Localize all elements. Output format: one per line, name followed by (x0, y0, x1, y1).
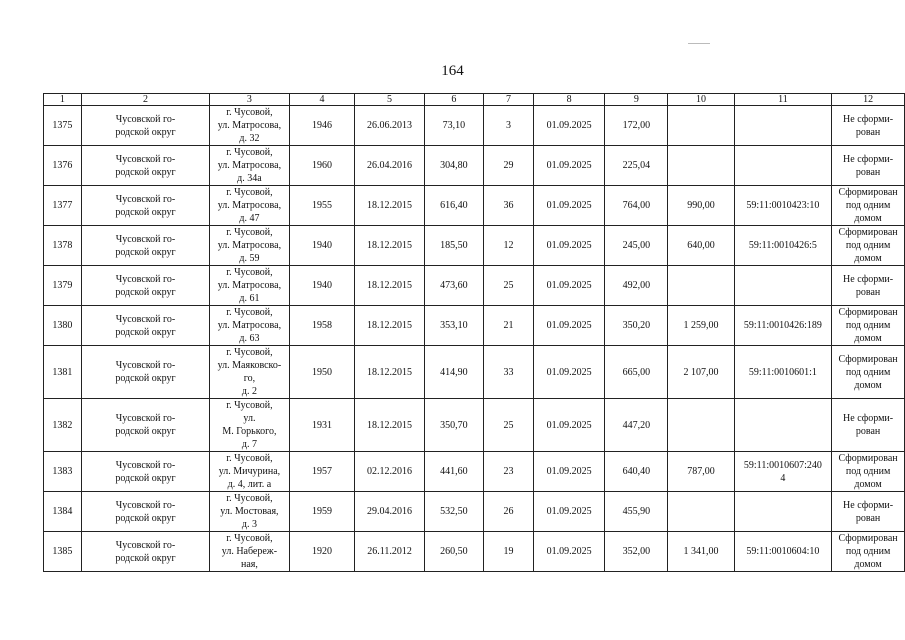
address-cell (210, 266, 289, 306)
address-cell-line: ул. Маяковско- (217, 360, 282, 371)
construction-year: 1959 (289, 492, 355, 532)
land-plot-status-line: Не сформи- (843, 113, 894, 125)
address-cell-line: д. 63 (239, 333, 260, 344)
deadline-date: 01.09.2025 (533, 106, 604, 146)
column-header-3: 3 (210, 94, 289, 106)
land-plot-status-line: Не сформи- (843, 499, 894, 511)
column-number-row (44, 94, 905, 106)
address-cell (210, 532, 289, 572)
column-9-value: 225,04 (605, 146, 668, 186)
address-cell-line: г. Чусовой, (226, 267, 273, 278)
land-plot-status-line: домом (854, 213, 882, 224)
municipality-cell-line: родской округ (115, 512, 176, 524)
municipality-cell-line: родской округ (115, 552, 176, 564)
deadline-date: 01.09.2025 (533, 186, 604, 226)
column-header-1: 1 (44, 94, 82, 106)
floor-area: 441,60 (424, 452, 483, 492)
address-cell-line: ул. Матросова, (217, 200, 282, 211)
municipality-cell-line: родской округ (115, 166, 176, 178)
page-number: 164 (441, 63, 464, 79)
land-plot-status-line: домом (854, 253, 882, 264)
floor-area: 350,70 (424, 399, 483, 452)
municipality-cell (81, 399, 210, 452)
cadastral-number (734, 146, 832, 186)
address-cell-line: д. 32 (239, 133, 260, 144)
deadline-date: 01.09.2025 (533, 346, 604, 399)
municipality-cell-line: Чусовской го- (115, 313, 176, 325)
address-cell-line: го, (243, 373, 256, 384)
inspection-date: 18.12.2015 (355, 399, 424, 452)
column-10-value: 640,00 (668, 226, 734, 266)
column-9-value: 764,00 (605, 186, 668, 226)
land-plot-status (832, 532, 905, 572)
record-number: 1381 (44, 346, 82, 399)
resident-count: 36 (483, 186, 533, 226)
address-cell (210, 452, 289, 492)
address-cell-line: ул. (243, 413, 256, 424)
resident-count: 21 (483, 306, 533, 346)
land-plot-status-line: домом (854, 333, 882, 344)
column-9-value: 350,20 (605, 306, 668, 346)
inspection-date: 18.12.2015 (355, 346, 424, 399)
cadastral-number (734, 186, 832, 226)
record-number: 1376 (44, 146, 82, 186)
deadline-date: 01.09.2025 (533, 266, 604, 306)
resident-count: 25 (483, 266, 533, 306)
floor-area: 73,10 (424, 106, 483, 146)
land-plot-status (832, 346, 905, 399)
municipality-cell (81, 346, 210, 399)
floor-area: 185,50 (424, 226, 483, 266)
inspection-date: 18.12.2015 (355, 226, 424, 266)
inspection-date: 26.06.2013 (355, 106, 424, 146)
municipality-cell-line: родской округ (115, 326, 176, 338)
address-cell-line: г. Чусовой, (226, 400, 273, 411)
table-row (44, 146, 905, 186)
construction-year: 1946 (289, 106, 355, 146)
column-10-value (668, 146, 734, 186)
record-number: 1384 (44, 492, 82, 532)
address-cell (210, 226, 289, 266)
record-number: 1383 (44, 452, 82, 492)
record-number: 1375 (44, 106, 82, 146)
cadastral-number-line: 59:11:0010607:240 (743, 459, 822, 471)
land-plot-status-line: под одним (845, 320, 891, 331)
column-10-value: 2 107,00 (668, 346, 734, 399)
column-header-8: 8 (533, 94, 604, 106)
cadastral-number-line: 59:11:0010601:1 (748, 366, 817, 378)
municipality-cell-line: Чусовской го- (115, 459, 176, 471)
column-header-4: 4 (289, 94, 355, 106)
column-header-7: 7 (483, 94, 533, 106)
floor-area: 353,10 (424, 306, 483, 346)
column-9-value: 245,00 (605, 226, 668, 266)
address-cell-line: г. Чусовой, (226, 307, 273, 318)
column-10-value: 1 259,00 (668, 306, 734, 346)
resident-count: 33 (483, 346, 533, 399)
inspection-date: 29.04.2016 (355, 492, 424, 532)
land-plot-status (832, 492, 905, 532)
table-row (44, 532, 905, 572)
column-9-value: 665,00 (605, 346, 668, 399)
cadastral-number (734, 106, 832, 146)
resident-count: 23 (483, 452, 533, 492)
table-body (44, 94, 905, 572)
column-header-9: 9 (605, 94, 668, 106)
column-header-10: 10 (668, 94, 734, 106)
address-cell-line: д. 3 (241, 519, 257, 530)
address-cell-line: г. Чусовой, (226, 533, 273, 544)
address-cell-line: ул. Матросова, (217, 240, 282, 251)
municipality-cell-line: Чусовской го- (115, 193, 176, 205)
column-10-value: 787,00 (668, 452, 734, 492)
land-plot-status (832, 226, 905, 266)
land-plot-status-line: домом (854, 559, 882, 570)
table-row (44, 106, 905, 146)
cadastral-number (734, 346, 832, 399)
address-cell-line: д. 4, лит. а (227, 479, 272, 490)
resident-count: 29 (483, 146, 533, 186)
record-number: 1379 (44, 266, 82, 306)
floor-area: 532,50 (424, 492, 483, 532)
address-cell-line: д. 59 (239, 253, 260, 264)
land-plot-status (832, 266, 905, 306)
column-header-6: 6 (424, 94, 483, 106)
floor-area: 414,90 (424, 346, 483, 399)
municipality-cell (81, 452, 210, 492)
address-cell (210, 106, 289, 146)
cadastral-number-line: 59:11:0010604:10 (746, 546, 820, 557)
deadline-date: 01.09.2025 (533, 399, 604, 452)
municipality-cell (81, 146, 210, 186)
housing-registry-table (43, 93, 905, 572)
land-plot-status-line: Не сформи- (843, 153, 894, 165)
column-9-value: 172,00 (605, 106, 668, 146)
address-cell (210, 146, 289, 186)
land-plot-status-line: рован (855, 512, 881, 524)
address-cell-line: д. 34а (237, 173, 262, 184)
land-plot-status-line: рован (855, 426, 881, 437)
inspection-date: 26.11.2012 (355, 532, 424, 572)
inspection-date: 18.12.2015 (355, 186, 424, 226)
municipality-cell-line: Чусовской го- (115, 113, 176, 125)
deadline-date: 01.09.2025 (533, 146, 604, 186)
column-10-value: 990,00 (668, 186, 734, 226)
column-9-value: 352,00 (605, 532, 668, 572)
construction-year: 1958 (289, 306, 355, 346)
address-cell-line: д. 61 (239, 293, 260, 304)
land-plot-status-line: домом (854, 479, 882, 490)
address-cell-line: г. Чусовой, (226, 147, 273, 158)
land-plot-status-line: под одним (845, 546, 891, 557)
column-10-value (668, 266, 734, 306)
land-plot-status-line: Сформирован (838, 353, 898, 365)
address-cell-line: г. Чусовой, (226, 227, 273, 238)
address-cell-line: г. Чусовой, (226, 453, 273, 464)
cadastral-number (734, 532, 832, 572)
municipality-cell-line: Чусовской го- (115, 499, 176, 511)
table-row (44, 346, 905, 399)
record-number: 1380 (44, 306, 82, 346)
cadastral-number (734, 399, 832, 452)
address-cell-line: ул. Матросова, (217, 280, 282, 291)
column-10-value (668, 106, 734, 146)
construction-year: 1960 (289, 146, 355, 186)
construction-year: 1957 (289, 452, 355, 492)
municipality-cell-line: родской округ (115, 286, 176, 298)
address-cell-line: ул. Матросова, (217, 320, 282, 331)
land-plot-status-line: под одним (845, 366, 891, 378)
column-9-value: 492,00 (605, 266, 668, 306)
table-row (44, 452, 905, 492)
floor-area: 473,60 (424, 266, 483, 306)
address-cell-line: г. Чусовой, (226, 493, 273, 504)
column-header-5: 5 (355, 94, 424, 106)
construction-year: 1950 (289, 346, 355, 399)
land-plot-status-line: Сформирован (838, 533, 898, 544)
municipality-cell (81, 226, 210, 266)
municipality-cell (81, 492, 210, 532)
table-row (44, 226, 905, 266)
cadastral-number (734, 306, 832, 346)
land-plot-status (832, 452, 905, 492)
address-cell-line: ул. Мостовая, (220, 506, 279, 517)
address-cell (210, 186, 289, 226)
column-header-11: 11 (734, 94, 832, 106)
municipality-cell-line: Чусовской го- (115, 153, 176, 165)
inspection-date: 02.12.2016 (355, 452, 424, 492)
address-cell-line: д. 2 (241, 386, 257, 397)
land-plot-status-line: домом (854, 379, 882, 391)
municipality-cell-line: родской округ (115, 426, 176, 437)
land-plot-status-line: под одним (845, 200, 891, 211)
address-cell-line: г. Чусовой, (226, 347, 273, 358)
municipality-cell-line: родской округ (115, 206, 176, 218)
record-number: 1385 (44, 532, 82, 572)
municipality-cell-line: Чусовской го- (115, 233, 176, 245)
address-cell-line: ул. Матросова, (217, 160, 282, 171)
cadastral-number (734, 452, 832, 492)
construction-year: 1931 (289, 399, 355, 452)
column-10-value (668, 492, 734, 532)
record-number: 1382 (44, 399, 82, 452)
land-plot-status-line: Не сформи- (843, 273, 894, 285)
cadastral-number-line: 59:11:0010426:5 (748, 240, 817, 251)
deadline-date: 01.09.2025 (533, 532, 604, 572)
column-9-value: 640,40 (605, 452, 668, 492)
inspection-date: 26.04.2016 (355, 146, 424, 186)
address-cell-line: ул. Набереж- (221, 546, 278, 557)
floor-area: 304,80 (424, 146, 483, 186)
column-9-value: 455,90 (605, 492, 668, 532)
land-plot-status-line: рован (855, 126, 881, 138)
land-plot-status-line: рован (855, 166, 881, 178)
table-row (44, 399, 905, 452)
column-header-12: 12 (832, 94, 905, 106)
inspection-date: 18.12.2015 (355, 266, 424, 306)
municipality-cell-line: родской округ (115, 126, 176, 138)
municipality-cell (81, 306, 210, 346)
construction-year: 1920 (289, 532, 355, 572)
table-row (44, 266, 905, 306)
construction-year: 1955 (289, 186, 355, 226)
cadastral-number-line: 59:11:0010423:10 (746, 200, 820, 211)
resident-count: 26 (483, 492, 533, 532)
table-row (44, 186, 905, 226)
column-header-2: 2 (81, 94, 210, 106)
land-plot-status-line: под одним (845, 240, 891, 251)
municipality-cell-line: Чусовской го- (115, 273, 176, 285)
land-plot-status-line: Не сформи- (843, 413, 894, 424)
scan-artifact (688, 43, 710, 44)
address-cell (210, 399, 289, 452)
municipality-cell (81, 186, 210, 226)
floor-area: 260,50 (424, 532, 483, 572)
column-10-value: 1 341,00 (668, 532, 734, 572)
cadastral-number-line: 4 (780, 472, 786, 484)
deadline-date: 01.09.2025 (533, 492, 604, 532)
address-cell (210, 492, 289, 532)
municipality-cell-line: родской округ (115, 246, 176, 258)
municipality-cell (81, 106, 210, 146)
table-row (44, 306, 905, 346)
construction-year: 1940 (289, 226, 355, 266)
deadline-date: 01.09.2025 (533, 306, 604, 346)
resident-count: 19 (483, 532, 533, 572)
cadastral-number (734, 266, 832, 306)
address-cell (210, 346, 289, 399)
address-cell-line: ул. Матросова, (217, 120, 282, 131)
column-10-value (668, 399, 734, 452)
land-plot-status-line: Сформирован (838, 307, 898, 318)
cadastral-number-line: 59:11:0010426:189 (743, 320, 822, 331)
municipality-cell-line: Чусовской го- (115, 360, 176, 371)
land-plot-status (832, 146, 905, 186)
column-9-value: 447,20 (605, 399, 668, 452)
address-cell-line: г. Чусовой, (226, 187, 273, 198)
address-cell-line: ул. Мичурина, (218, 466, 281, 477)
floor-area: 616,40 (424, 186, 483, 226)
municipality-cell-line: Чусовской го- (115, 413, 176, 424)
record-number: 1378 (44, 226, 82, 266)
municipality-cell-line: родской округ (115, 472, 176, 484)
land-plot-status-line: Сформирован (838, 187, 898, 198)
table-row (44, 492, 905, 532)
address-cell-line: г. Чусовой, (226, 107, 273, 118)
address-cell-line: д. 7 (241, 439, 257, 450)
municipality-cell-line: Чусовской го- (115, 539, 176, 551)
deadline-date: 01.09.2025 (533, 452, 604, 492)
land-plot-status (832, 106, 905, 146)
land-plot-status-line: Сформирован (838, 227, 898, 238)
municipality-cell (81, 532, 210, 572)
cadastral-number (734, 226, 832, 266)
municipality-cell (81, 266, 210, 306)
inspection-date: 18.12.2015 (355, 306, 424, 346)
resident-count: 25 (483, 399, 533, 452)
cadastral-number (734, 492, 832, 532)
land-plot-status-line: Сформирован (838, 453, 898, 464)
record-number: 1377 (44, 186, 82, 226)
land-plot-status-line: под одним (845, 466, 891, 477)
resident-count: 12 (483, 226, 533, 266)
land-plot-status-line: рован (855, 286, 881, 298)
land-plot-status (832, 306, 905, 346)
construction-year: 1940 (289, 266, 355, 306)
address-cell (210, 306, 289, 346)
resident-count: 3 (483, 106, 533, 146)
deadline-date: 01.09.2025 (533, 226, 604, 266)
address-cell-line: д. 47 (239, 213, 260, 224)
land-plot-status (832, 399, 905, 452)
address-cell-line: М. Горького, (222, 426, 277, 437)
municipality-cell-line: родской округ (115, 373, 176, 384)
land-plot-status (832, 186, 905, 226)
address-cell-line: ная, (240, 559, 258, 570)
